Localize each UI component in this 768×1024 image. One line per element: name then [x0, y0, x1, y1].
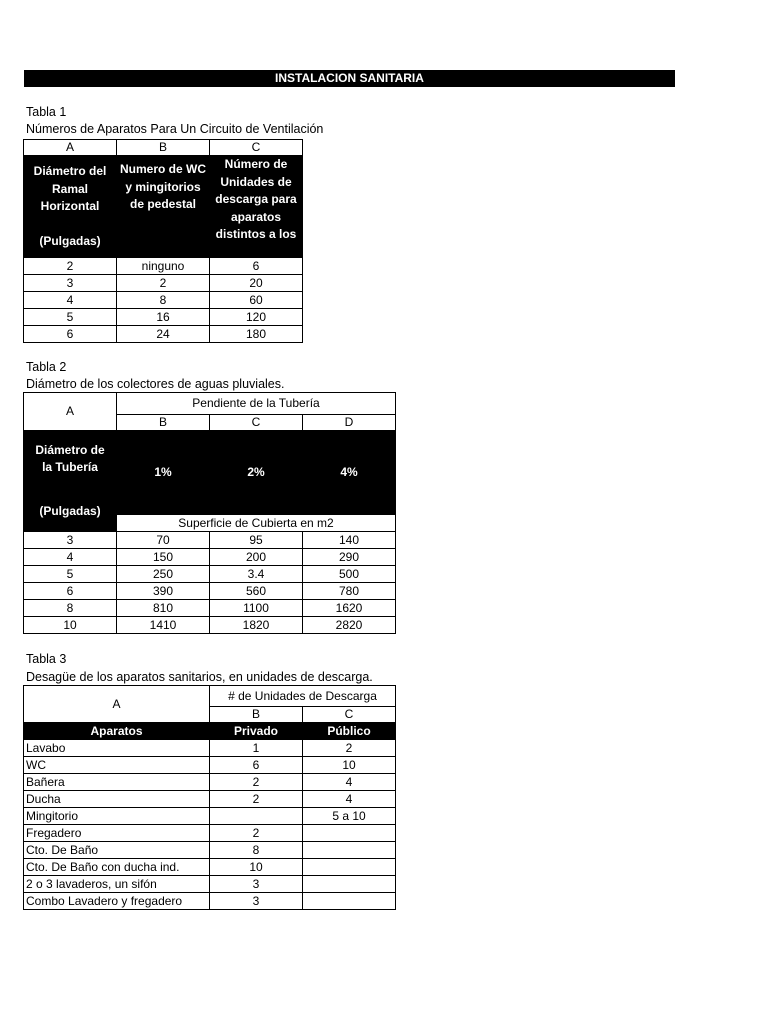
tabla1-col-letter-a: A	[24, 140, 117, 156]
table-cell: WC	[24, 757, 210, 774]
tabla1-col-letter-c: C	[210, 140, 303, 156]
table-cell: 3	[24, 532, 117, 549]
table-row	[24, 825, 396, 842]
table-row	[24, 326, 303, 343]
tabla2-col-letter-c: C	[210, 415, 303, 431]
table-cell: 5	[24, 566, 117, 583]
table-cell	[303, 825, 396, 842]
tabla3-header-publico: Público	[303, 723, 396, 740]
table-cell: Combo Lavadero y fregadero	[24, 893, 210, 910]
table-cell: 120	[210, 309, 303, 326]
tabla2-header-4pct: 4%	[303, 431, 396, 515]
table-cell: 390	[117, 583, 210, 600]
table-cell: Cto. De Baño	[24, 842, 210, 859]
table-cell: 150	[117, 549, 210, 566]
table-row	[24, 600, 396, 617]
table-row	[24, 566, 396, 583]
table-cell: 140	[303, 532, 396, 549]
table-cell: 5 a 10	[303, 808, 396, 825]
table-cell: 6	[210, 258, 303, 275]
table-cell: 250	[117, 566, 210, 583]
table-row	[24, 617, 396, 634]
tabla3-label: Tabla 3	[26, 652, 67, 666]
table-cell: 200	[210, 549, 303, 566]
table-cell: 16	[117, 309, 210, 326]
tabla3-table	[23, 685, 396, 910]
table-row	[24, 309, 303, 326]
table-cell: 3.4	[210, 566, 303, 583]
table-cell: 560	[210, 583, 303, 600]
table-cell: 8	[117, 292, 210, 309]
table-cell: 2	[117, 275, 210, 292]
table-cell: 24	[117, 326, 210, 343]
table-cell: 10	[303, 757, 396, 774]
table-row	[24, 757, 396, 774]
table-row	[24, 791, 396, 808]
tabla2-header-diametro-text: Diámetro de la Tubería	[35, 442, 105, 475]
tabla3-caption: Desagüe de los aparatos sanitarios, en unidades de descarga.	[26, 670, 373, 684]
table-cell: 290	[303, 549, 396, 566]
tabla2-label: Tabla 2	[26, 360, 67, 374]
table-cell: 6	[24, 326, 117, 343]
table-cell: 60	[210, 292, 303, 309]
tabla1-table	[23, 139, 303, 343]
table-cell: 3	[210, 876, 303, 893]
table-cell	[303, 893, 396, 910]
table-cell: 3	[24, 275, 117, 292]
tabla2-col-letter-b: B	[117, 415, 210, 431]
tabla2-header-diametro	[24, 431, 117, 532]
table-cell: 2	[210, 791, 303, 808]
table-cell	[210, 808, 303, 825]
table-cell: 8	[24, 600, 117, 617]
table-cell: 1620	[303, 600, 396, 617]
table-row	[24, 275, 303, 292]
table-cell	[303, 842, 396, 859]
table-cell: 3	[210, 893, 303, 910]
tabla2-table	[23, 392, 396, 634]
tabla2-header-2pct: 2%	[210, 431, 303, 515]
table-cell: 1	[210, 740, 303, 757]
table-cell: ninguno	[117, 258, 210, 275]
tabla3-header-aparatos: Aparatos	[24, 723, 210, 740]
tabla3-col-letter-c: C	[303, 707, 396, 723]
table-cell: 8	[210, 842, 303, 859]
table-row	[24, 808, 396, 825]
table-cell: 1820	[210, 617, 303, 634]
table-cell: 4	[303, 774, 396, 791]
table-cell: 2820	[303, 617, 396, 634]
tabla1-caption: Números de Aparatos Para Un Circuito de Ventilación	[26, 122, 324, 136]
table-cell: 2	[210, 825, 303, 842]
table-row	[24, 740, 396, 757]
table-cell: Lavabo	[24, 740, 210, 757]
tabla2-col-letter-a: A	[24, 393, 117, 431]
table-row	[24, 292, 303, 309]
tabla2-col-letter-d: D	[303, 415, 396, 431]
table-row	[24, 258, 303, 275]
table-row	[24, 532, 396, 549]
table-cell: 2	[24, 258, 117, 275]
tabla2-group-header: Pendiente de la Tubería	[117, 393, 396, 415]
tabla1-header-diametro-text: Diámetro del Ramal Horizontal	[33, 164, 107, 214]
table-cell: Ducha	[24, 791, 210, 808]
table-cell	[303, 876, 396, 893]
document-title: INSTALACION SANITARIA	[24, 70, 675, 87]
table-cell: 780	[303, 583, 396, 600]
table-cell: Bañera	[24, 774, 210, 791]
table-cell: 70	[117, 532, 210, 549]
table-cell: 2	[303, 740, 396, 757]
table-cell: 4	[24, 292, 117, 309]
table-row	[24, 583, 396, 600]
tabla1-header-diametro	[24, 156, 117, 258]
table-cell: 10	[210, 859, 303, 876]
table-cell: 2 o 3 lavaderos, un sifón	[24, 876, 210, 893]
tabla2-header-1pct: 1%	[117, 431, 210, 515]
table-row	[24, 893, 396, 910]
tabla1-header-wc: Numero de WC y mingitorios de pedestal	[117, 156, 210, 258]
tabla1-col-letter-b: B	[117, 140, 210, 156]
table-cell: 500	[303, 566, 396, 583]
tabla3-header-privado: Privado	[210, 723, 303, 740]
table-cell: Cto. De Baño con ducha ind.	[24, 859, 210, 876]
tabla1-header-diametro-unit: (Pulgadas)	[39, 233, 101, 248]
table-cell: 1410	[117, 617, 210, 634]
table-cell: 20	[210, 275, 303, 292]
tabla3-col-letter-b: B	[210, 707, 303, 723]
tabla3-col-letter-a: A	[24, 686, 210, 723]
table-cell: 6	[24, 583, 117, 600]
table-cell: 4	[24, 549, 117, 566]
table-cell: 4	[303, 791, 396, 808]
table-row	[24, 876, 396, 893]
table-cell: 1100	[210, 600, 303, 617]
table-cell: 5	[24, 309, 117, 326]
table-row	[24, 859, 396, 876]
table-row	[24, 774, 396, 791]
table-cell: Fregadero	[24, 825, 210, 842]
tabla3-group-header: # de Unidades de Descarga	[210, 686, 396, 707]
table-cell: 6	[210, 757, 303, 774]
table-cell: Mingitorio	[24, 808, 210, 825]
table-cell: 810	[117, 600, 210, 617]
tabla1-label: Tabla 1	[26, 105, 67, 119]
table-cell: 180	[210, 326, 303, 343]
table-cell: 10	[24, 617, 117, 634]
tabla2-subheader: Superficie de Cubierta en m2	[117, 515, 396, 532]
table-cell: 95	[210, 532, 303, 549]
table-row	[24, 549, 396, 566]
table-cell: 2	[210, 774, 303, 791]
table-row	[24, 842, 396, 859]
tabla2-header-diametro-unit: (Pulgadas)	[39, 503, 101, 518]
table-cell	[303, 859, 396, 876]
tabla1-header-unidades: Número de Unidades de descarga para aparatos distintos a los	[210, 156, 303, 258]
tabla2-caption: Diámetro de los colectores de aguas pluviales.	[26, 377, 285, 391]
